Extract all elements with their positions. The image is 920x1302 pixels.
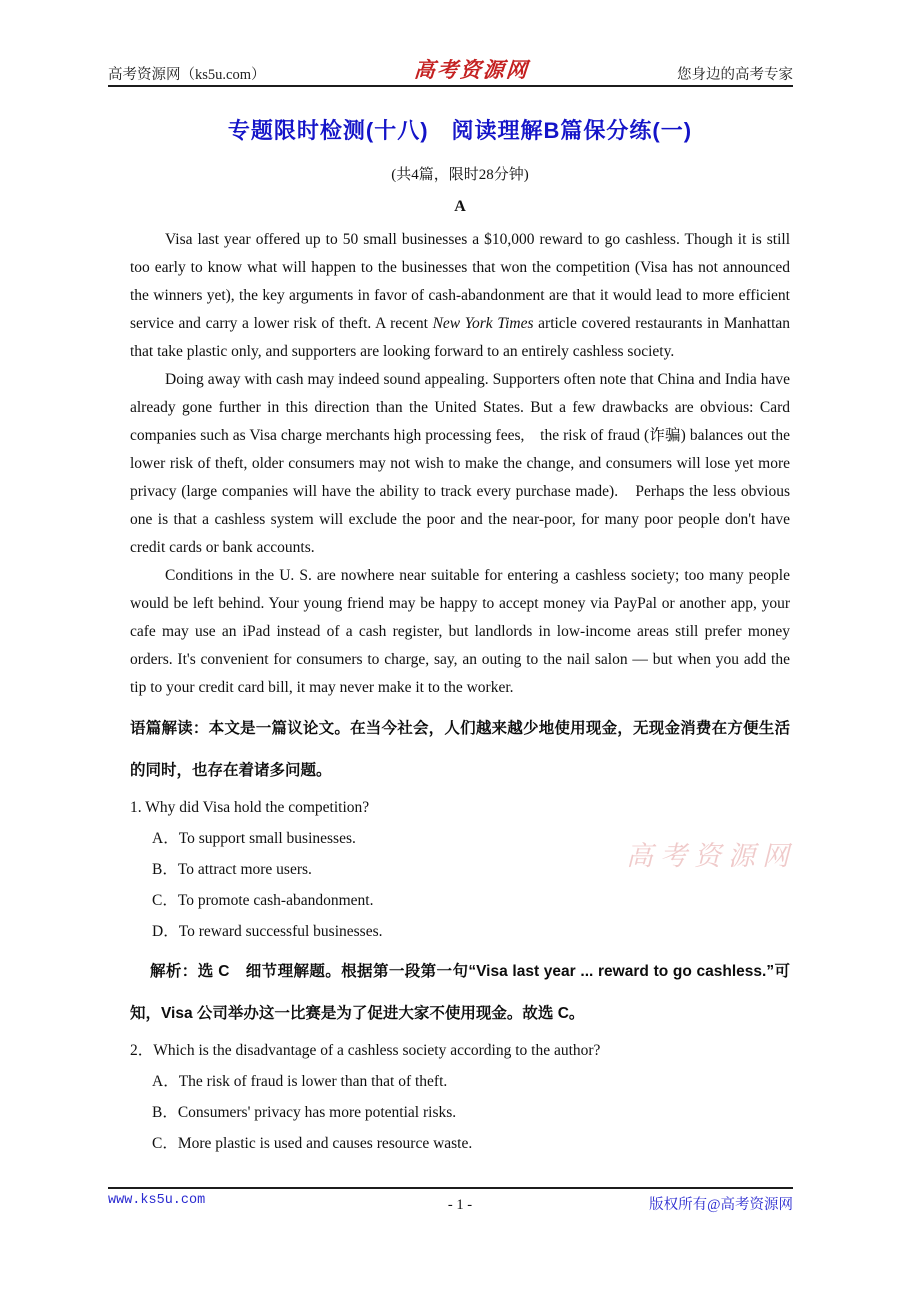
question-1-explanation: 解析：选 C 细节理解题。根据第一段第一句“Visa last year ... reward to go cashless.”可知，Visa 公司举办这一比赛是为了促进大家不使用现金。故选 C。 — [130, 963, 790, 1022]
question-2-option-c: C．More plastic is used and causes resource waste. — [152, 1135, 473, 1152]
question-2-option-b: B．Consumers' privacy has more potential risks. — [152, 1104, 457, 1121]
footer-divider — [108, 1187, 793, 1189]
paragraph-text: article covered restaurants in Manhattan that take plastic only, and supporters are looking forward to an entirely cashless society. — [130, 315, 791, 360]
header-divider — [108, 85, 793, 87]
page-title: 专题限时检测(十八) 阅读理解B篇保分练(一) — [227, 118, 693, 143]
question-2 — [130, 1035, 790, 1159]
question-1-option-d: D．To reward successful businesses. — [152, 923, 383, 940]
document-content — [130, 226, 790, 1159]
site-logo: 高考资源网 — [412, 58, 530, 82]
question-2-option-a: A．The risk of fraud is lower than that of theft. — [152, 1073, 448, 1090]
footer-copyright: 版权所有@高考资源网 — [649, 1197, 793, 1213]
page-number: - 1 - — [447, 1197, 473, 1213]
watermark-text: 高考资源网 — [626, 841, 796, 871]
question-2-stem: 2．Which is the disadvantage of a cashless society according to the author? — [130, 1042, 601, 1059]
question-1-option-b: B．To attract more users. — [152, 861, 312, 878]
page-header — [108, 54, 793, 84]
page-subtitle: (共4篇，限时28分钟) — [391, 167, 529, 183]
passage-analysis-cn: 语篇解读：本文是一篇议论文。在当今社会，人们越来越少地使用现金，无现金消费在方便生活的同时，也存在着诸多问题。 — [130, 720, 790, 779]
publication-name: New York Times — [432, 315, 534, 332]
section-label: A — [454, 198, 466, 215]
footer-url: www.ks5u.com — [108, 1193, 206, 1208]
question-1-stem: 1. Why did Visa hold the competition? — [130, 799, 370, 816]
passage-paragraph-3: Conditions in the U. S. are nowhere near suitable for entering a cashless society; too many people would be left behind. Your young friend may be happy to accept money via PayPal or another app, your cafe may use an iPad instead of a cash register, but landlords in low-income areas still prefer money orders. It's convenient for consumers to charge, say, an outing to the nail salon — but when you add the tip to your credit card bill, it may never make it to the worker. — [130, 567, 790, 696]
passage-paragraph-1 — [130, 226, 790, 366]
passage-paragraph-2: Doing away with cash may indeed sound appealing. Supporters often note that China and India have already gone further in this direction than the United States. But a few drawbacks are obvious: Card companies such as Visa charge merchants high processing fees, the risk of fraud (诈骗) balances out the lower risk of theft, older consumers may not wish to make the change, and consumers will lose yet more privacy (large companies will have the ability to track every purchase made). Perhaps the less obvious one is that a cashless system will exclude the poor and the near-poor, for many poor people don't have credit cards or bank accounts. — [130, 371, 790, 556]
question-1-option-a: A．To support small businesses. — [152, 830, 356, 847]
paragraph-text: Visa last year offered up to 50 small businesses a $10,000 reward to go cashless. Though it is still too early to know what will happen to the businesses that won the competition (Visa has not announced the winners yet), the key arguments in favor of cash-abandonment are that it would lead to more efficient service and carry a lower risk of theft. A recent — [130, 231, 790, 332]
header-site-name: 高考资源网（ks5u.com） — [108, 67, 266, 83]
header-slogan: 您身边的高考专家 — [676, 67, 793, 83]
question-1-option-c: C．To promote cash-abandonment. — [152, 892, 374, 909]
